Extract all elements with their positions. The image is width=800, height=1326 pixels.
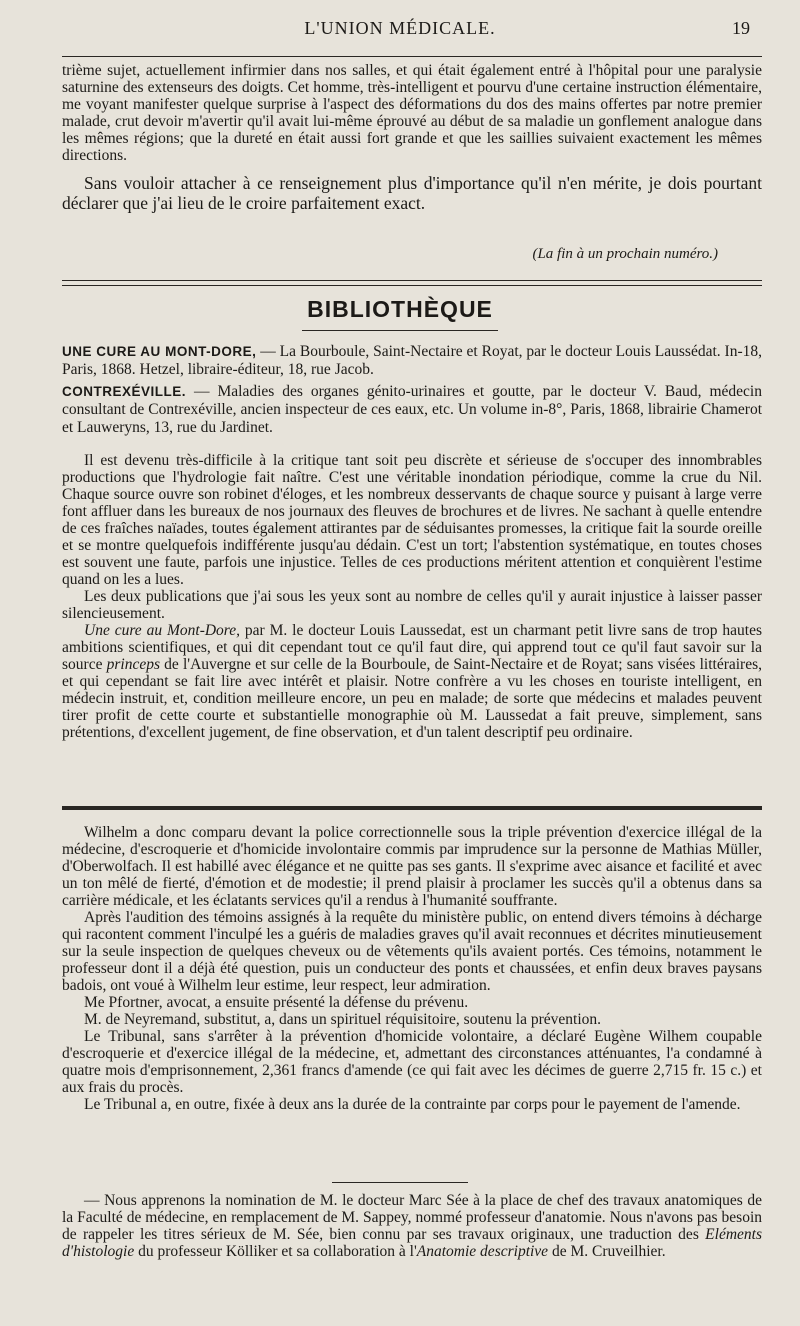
news-text: du professeur Kölliker et sa collaboration à l' [134,1243,417,1260]
continuation-paragraph-2: Sans vouloir attacher à ce renseignement plus d'importance qu'il n'en mérite, je dois pourtant déclarer que j'ai lieu de le croire parfaitement exact. [62,173,762,213]
short-divider [332,1182,468,1183]
continuation-article [62,62,762,213]
journal-title: L'UNION MÉDICALE. [304,18,496,38]
news-paragraph: Me Pfortner, avocat, a ensuite présenté la défense du prévenu. [84,994,469,1011]
news-paragraph: Le Tribunal, sans s'arrêter à la prévention d'homicide volontaire, a déclaré Eugène Wilhem coupable d'escroquerie et d'exercice illégal de la médecine, et, admettant des circonstances atténuantes, l'a condamné à quatre mois d'emprisonnement, 2,361 francs d'amende (ce qui fait avec les décimes de guerre 2,715 fr. 15 c.) et aux frais du procès. [62,1028,762,1096]
news-column [62,824,762,1113]
review-paragraph: Les deux publications que j'ai sous les yeux sont au nombre de celles qu'il y aurait injustice à laisser passer silencieusement. [62,588,762,622]
section-divider-thick [62,806,762,810]
news-item-see [62,1192,762,1260]
review-text: par M. le docteur Louis Laussedat, est un charmant petit livre sans de trop hautes ambitions scientifiques, et qui dit cependant tout ce qu'il faut dire, qui apprend tout ce qu'il faut savoir sur la source [62,622,763,673]
book-entry-head: CONTREXÉVILLE. [62,384,187,399]
book-title: Anatomie descriptive [416,1243,549,1260]
news-paragraph: M. de Neyremand, substitut, a, dans un spirituel réquisitoire, soutenu la prévention. [84,1011,601,1028]
section-divider [62,280,762,286]
news-paragraph: Le Tribunal a, en outre, fixée à deux ans la durée de la contrainte par corps pour le payement de l'amende. [84,1096,741,1113]
page-number: 19 [732,18,750,38]
book-entry-text: — Maladies des organes génito-urinaires et goutte, par le docteur V. Baud, médecin consultant de Contrexéville, ancien inspecteur de ces eaux, etc. Un volume in-8°, Paris, 1868, librairie Chamerot et Lauweryns, 13, rue du Jardinet. [62,383,762,436]
news-text: de M. Cruveilhier. [548,1243,666,1260]
review-italic-term: princeps [106,656,161,673]
news-paragraph: Après l'audition des témoins assignés à la requête du ministère public, on entend divers témoins à décharge qui racontent comment l'inculpé les a guéris de maladies graves qu'il avait reconnues et décrites minutieusement sur la seule inspection de quelques cheveux ou de vêtements qu'ils avaient portés. Ces témoins, notamment le professeur dont il a déjà été question, puis un conducteur des ponts et chaussées, et enfin deux braves paysans badois, ont voué à Wilhelm leur estime, leur respect, leur admiration. [62,909,762,994]
book-listing [62,343,762,437]
title-underline [302,330,498,331]
news-paragraph: Wilhelm a donc comparu devant la police correctionnelle sous la triple prévention d'exercice illégal de la médecine, d'escroquerie et d'homicide involontaire commis par imprudence sur la personne de Mathias Müller, d'Oberwolfach. Il est habillé avec élégance et ne quitte pas ses gants. Il s'exprime avec aisance et facilité et avec un ton mêlé de fierté, d'émotion et de modestie; il prend plaisir à proclamer les succès qu'il a obtenus dans sa carrière médicale, et les éclatants services qu'il a rendus à l'humanité souffrante. [62,824,762,909]
review-book-title: Une cure au Mont-Dore, [84,622,241,639]
running-header [0,14,800,48]
section-title: BIBLIOTHÈQUE [307,296,493,322]
news-paragraph [62,1192,762,1260]
book-entry-contrexeville [62,383,762,437]
review-text: de l'Auvergne et sur celle de la Bourboule, de Saint-Nectaire et de Royat; sans visées littéraires, et qui cependant se fait lire avec intérêt et plaisir. Notre confrère a vu les choses en touriste intelligent, en médecin instruit, et, condition meilleure encore, un peu en malade; de sorte que médecins et malades peuvent tirer profit de cette courte et substantielle monographie où M. Laussedat a fait preuve, simplement, sans prétentions, d'excellent jugement, de fine observation, et d'un talent descriptif peu ordinaire. [62,656,762,741]
continuation-paragraph: trième sujet, actuellement infirmier dans nos salles, et qui était également entré à l'hôpital pour une paralysie saturnine des extenseurs des doigts. Cet homme, très-intelligent et pourvu d'une certaine instruction élémentaire, me voyant manifester quelque surprise à l'aspect des déformations du dos des mains offertes par notre premier malade, crut devoir m'avertir qu'il avait lui-même éprouvé au début de sa maladie un gonflement analogue dans les mêmes régions; que la dureté en était aussi fort grande et que les saillies suivaient exactement les mêmes directions. [62,62,762,164]
book-entry-mont-dore [62,343,762,379]
header-rule [62,56,762,57]
book-review [62,452,762,741]
news-text: — Nous apprenons la nomination de M. le docteur Marc Sée à la place de chef des travaux anatomiques de la Faculté de médecine, en remplacement de M. Sappey, nommé professeur d'anatomie. Nous n'avons pas besoin de rappeler les titres sérieux de M. Sée, bien connu par ses travaux originaux, une traduction des [62,1192,762,1243]
book-title: Eléments d'histologie [62,1226,762,1260]
review-paragraph: Il est devenu très-difficile à la critique tant soit peu discrète et sérieuse de s'occuper des innombrables productions que l'hydrologie fait naître. C'est une véritable inondation périodique, comme la crue du Nil. Chaque source ouvre son robinet d'éloges, et les nombreux desservants de chaque source y puisant à large verre font affluer dans les bureaux de nos journaux des fleuves de brochures et de livres. Ne sachant à quelle entendre de ces fraîches naïades, toutes également attirantes par de séduisantes promesses, la critique fait la sourde oreille et se montre quelquefois indifférente jusqu'au dédain. C'est un tort; l'abstention systématique, en toutes choses est souvent une faute, parfois une injustice. Telles de ces productions méritent attention et conquièrent l'estime quand on les a lues. [62,452,762,588]
continued-note: (La fin à un prochain numéro.) [532,246,718,262]
review-paragraph [62,622,762,741]
book-entry-text: — La Bourboule, Saint-Nectaire et Royat, par le docteur Louis Laussédat. In-18, Paris, 1868. Hetzel, libraire-éditeur, 18, rue Jacob. [62,343,762,378]
book-entry-head: UNE CURE AU MONT-DORE, [62,344,257,359]
